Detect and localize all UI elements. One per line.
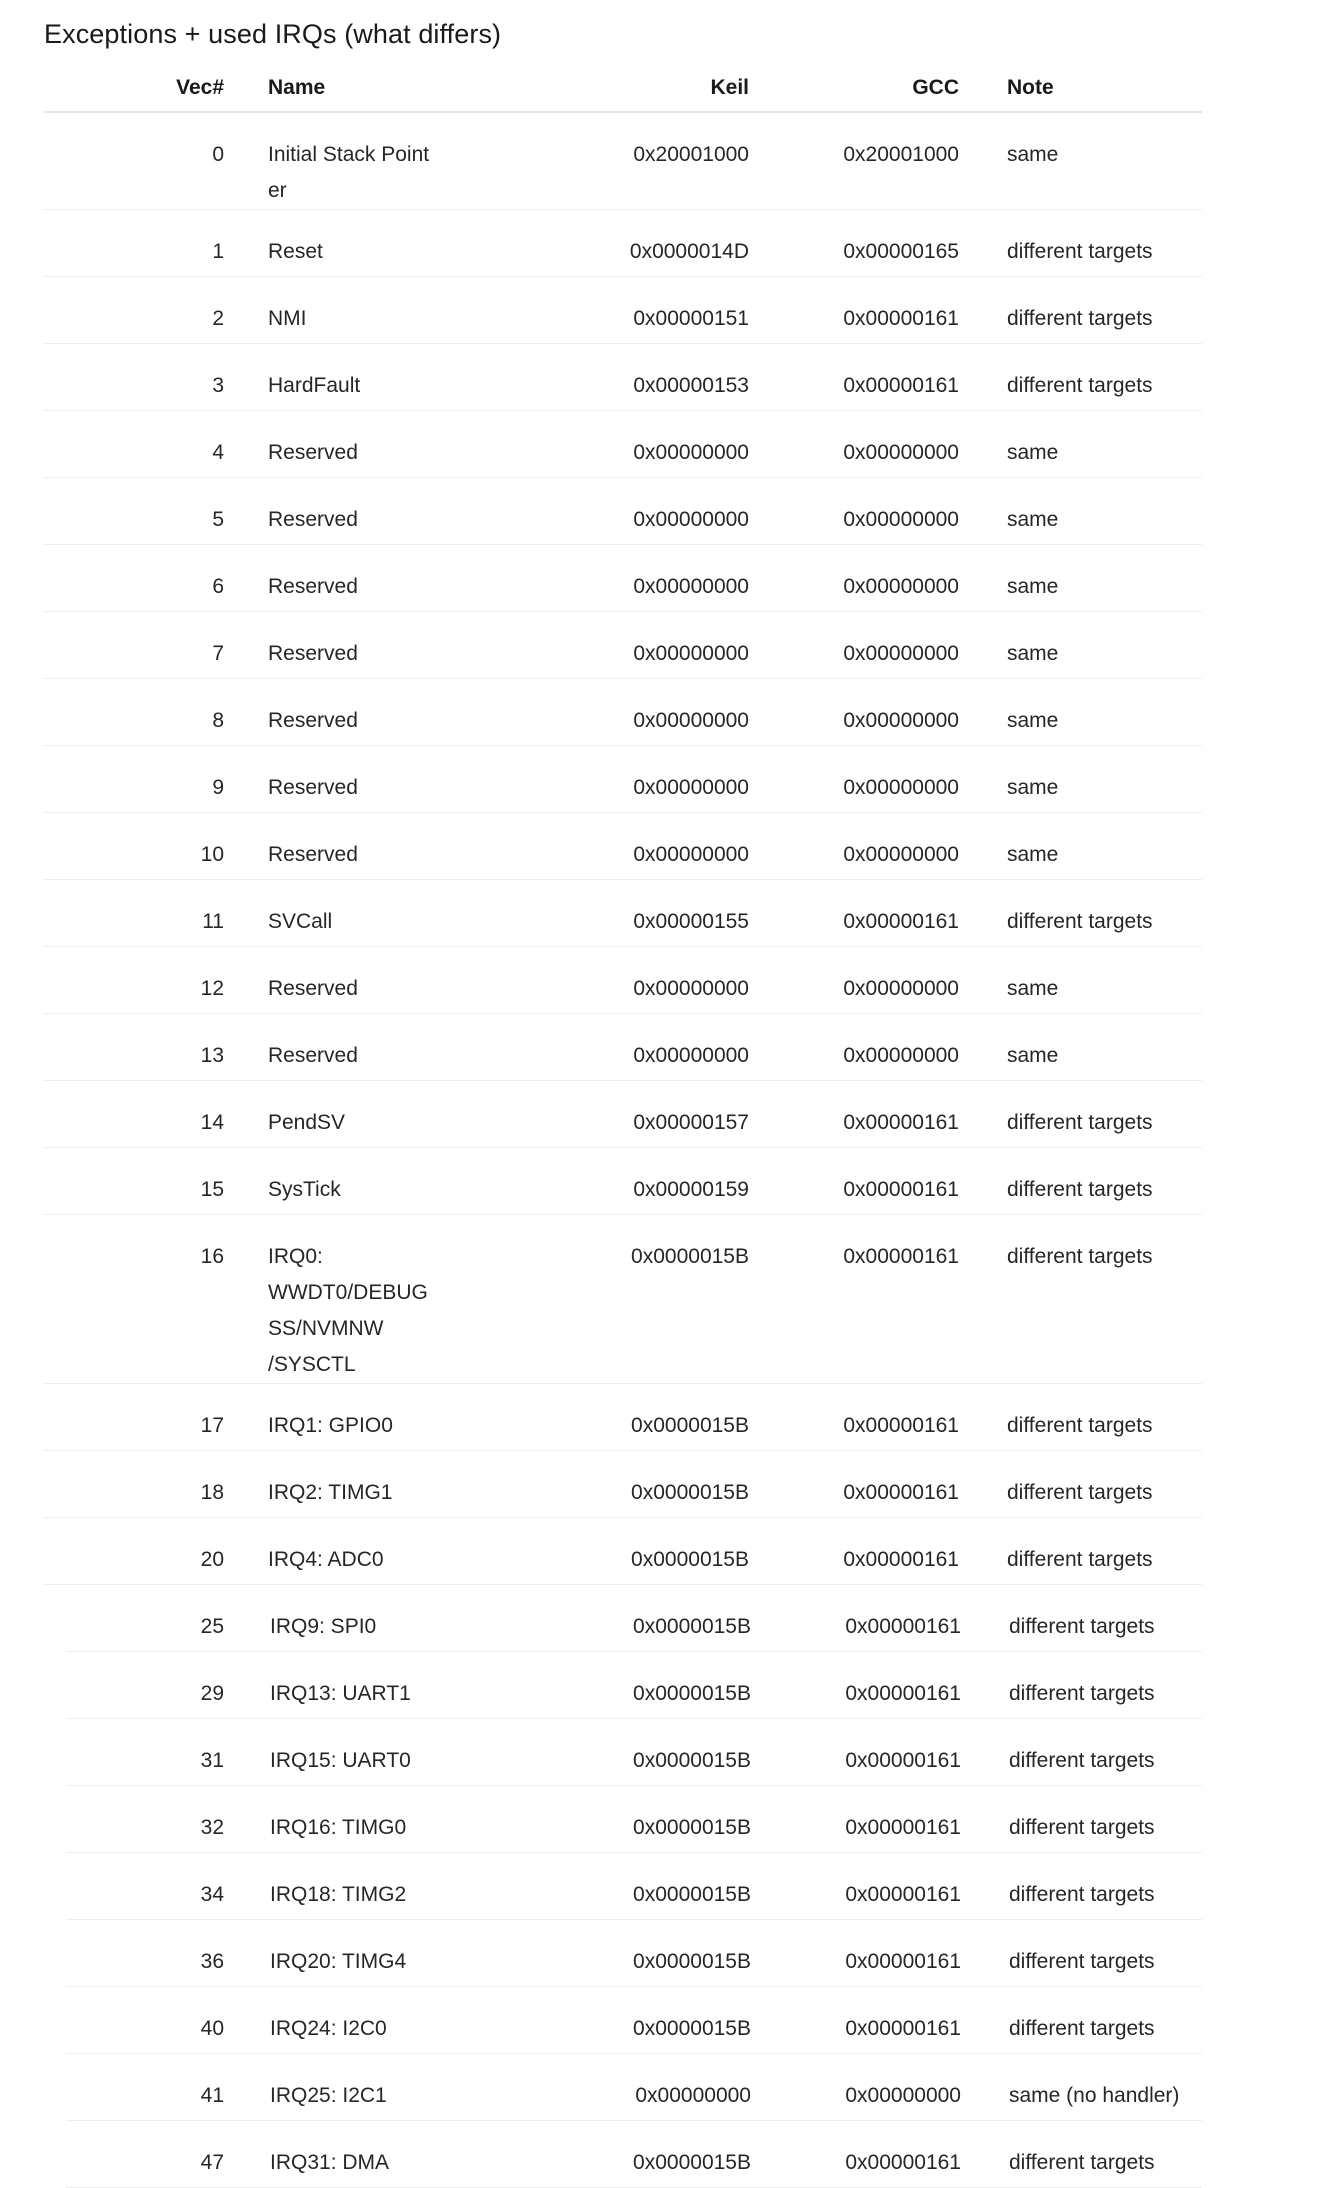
gcc-address-cell: 0x00000161 xyxy=(845,1749,961,1772)
vec-cell: 36 xyxy=(200,1950,224,1973)
keil-address-cell: 0x00000151 xyxy=(633,307,749,330)
column-header-name: Name xyxy=(268,76,326,99)
name-cell: IRQ20: TIMG4 xyxy=(270,1950,407,1973)
keil-address-cell: 0x00000000 xyxy=(633,575,749,598)
table-row xyxy=(66,1585,1202,1652)
note-cell: different targets xyxy=(1007,1178,1153,1201)
keil-address-cell: 0x00000157 xyxy=(633,1111,749,1134)
table-row xyxy=(44,1081,1202,1148)
vec-cell: 15 xyxy=(200,1178,224,1201)
vec-cell: 9 xyxy=(212,776,224,799)
name-cell: IRQ24: I2C0 xyxy=(270,2017,387,2040)
keil-address-cell: 0x00000000 xyxy=(633,776,749,799)
table-row xyxy=(44,1215,1202,1384)
vec-cell: 47 xyxy=(200,2151,224,2174)
gcc-address-cell: 0x00000161 xyxy=(845,1682,961,1705)
note-cell: different targets xyxy=(1009,2017,1155,2040)
gcc-address-cell: 0x00000000 xyxy=(843,776,959,799)
note-cell: different targets xyxy=(1009,1950,1155,1973)
vec-cell: 4 xyxy=(212,441,224,464)
keil-address-cell: 0x00000153 xyxy=(633,374,749,397)
gcc-address-cell: 0x00000161 xyxy=(843,1245,959,1268)
table-row xyxy=(44,813,1202,880)
table-row xyxy=(44,679,1202,746)
note-cell: same xyxy=(1007,508,1059,531)
vec-cell: 3 xyxy=(212,374,224,397)
name-cell: Reserved xyxy=(268,709,358,732)
gcc-address-cell: 0x00000161 xyxy=(845,2151,961,2174)
column-header-vec: Vec# xyxy=(176,76,224,99)
gcc-address-cell: 0x00000000 xyxy=(843,843,959,866)
table-row xyxy=(44,545,1202,612)
keil-address-cell: 0x00000000 xyxy=(633,709,749,732)
table-row xyxy=(44,880,1202,947)
name-cell: Reserved xyxy=(268,575,358,598)
name-cell: IRQ1: GPIO0 xyxy=(268,1414,393,1437)
note-cell: different targets xyxy=(1007,307,1153,330)
vec-cell: 32 xyxy=(200,1816,224,1839)
keil-address-cell: 0x0000015B xyxy=(631,1548,749,1571)
name-cell: Reserved xyxy=(268,977,358,1000)
name-cell: IRQ25: I2C1 xyxy=(270,2084,387,2107)
name-cell: Reset xyxy=(268,240,323,263)
keil-address-cell: 0x0000015B xyxy=(633,1749,751,1772)
gcc-address-cell: 0x00000161 xyxy=(845,1950,961,1973)
gcc-address-cell: 0x00000161 xyxy=(843,1548,959,1571)
vec-cell: 2 xyxy=(212,307,224,330)
gcc-address-cell: 0x00000161 xyxy=(845,1816,961,1839)
table-row xyxy=(44,1148,1202,1215)
table-row xyxy=(66,1652,1202,1719)
note-cell: different targets xyxy=(1007,1245,1153,1268)
gcc-address-cell: 0x00000161 xyxy=(843,1178,959,1201)
name-cell: IRQ13: UART1 xyxy=(270,1682,411,1705)
note-cell: different targets xyxy=(1007,1414,1153,1437)
table-row xyxy=(44,478,1202,545)
keil-address-cell: 0x0000015B xyxy=(633,1682,751,1705)
name-cell: Reserved xyxy=(268,776,358,799)
vec-cell: 18 xyxy=(200,1481,224,1504)
name-cell: Reserved xyxy=(268,441,358,464)
gcc-address-cell: 0x00000161 xyxy=(845,1615,961,1638)
keil-address-cell: 0x00000000 xyxy=(633,642,749,665)
note-cell: different targets xyxy=(1007,1111,1153,1134)
table-header xyxy=(44,68,1202,113)
gcc-address-cell: 0x00000000 xyxy=(843,709,959,732)
note-cell: different targets xyxy=(1007,374,1153,397)
vec-cell: 11 xyxy=(202,910,224,933)
keil-address-cell: 0x0000014D xyxy=(629,240,749,263)
note-cell: same (no handler) xyxy=(1009,2084,1180,2107)
gcc-address-cell: 0x00000161 xyxy=(845,2017,961,2040)
table-row xyxy=(44,1384,1202,1451)
gcc-address-cell: 0x00000000 xyxy=(843,977,959,1000)
note-cell: different targets xyxy=(1009,1682,1155,1705)
name-cell: Reserved xyxy=(268,1044,358,1067)
name-cell: HardFault xyxy=(268,374,361,397)
table-row xyxy=(44,411,1202,478)
note-cell: different targets xyxy=(1007,1548,1153,1571)
note-cell: same xyxy=(1007,441,1059,464)
gcc-address-cell: 0x00000000 xyxy=(845,2084,961,2107)
note-cell: same xyxy=(1007,709,1059,732)
gcc-address-cell: 0x00000000 xyxy=(843,508,959,531)
table-row xyxy=(66,1853,1202,1920)
table-row xyxy=(44,113,1202,210)
name-cell: IRQ4: ADC0 xyxy=(268,1548,384,1571)
name-cell: SVCall xyxy=(268,910,333,933)
keil-address-cell: 0x0000015B xyxy=(633,2151,751,2174)
name-cell: Initial Stack Pointer xyxy=(268,143,430,202)
gcc-address-cell: 0x00000000 xyxy=(843,1044,959,1067)
keil-address-cell: 0x0000015B xyxy=(631,1245,749,1268)
name-cell: SysTick xyxy=(268,1178,341,1201)
note-cell: different targets xyxy=(1009,1883,1155,1906)
table-row xyxy=(44,1518,1202,1585)
vec-cell: 13 xyxy=(200,1044,224,1067)
keil-address-cell: 0x00000000 xyxy=(633,1044,749,1067)
keil-address-cell: 0x0000015B xyxy=(633,1883,751,1906)
note-cell: same xyxy=(1007,776,1059,799)
gcc-address-cell: 0x00000165 xyxy=(843,240,959,263)
note-cell: same xyxy=(1007,977,1059,1000)
name-cell: PendSV xyxy=(268,1111,346,1134)
column-header-keil: Keil xyxy=(710,76,749,99)
vec-cell: 5 xyxy=(212,508,224,531)
table-row xyxy=(44,1014,1202,1081)
note-cell: different targets xyxy=(1009,1615,1155,1638)
keil-address-cell: 0x0000015B xyxy=(631,1481,749,1504)
column-header-note: Note xyxy=(1007,76,1054,99)
table-row xyxy=(66,1719,1202,1786)
gcc-address-cell: 0x00000000 xyxy=(843,642,959,665)
note-cell: same xyxy=(1007,143,1059,166)
note-cell: different targets xyxy=(1009,2151,1155,2174)
note-cell: same xyxy=(1007,843,1059,866)
keil-address-cell: 0x0000015B xyxy=(631,1414,749,1437)
keil-address-cell: 0x0000015B xyxy=(633,2017,751,2040)
keil-address-cell: 0x0000015B xyxy=(633,1950,751,1973)
keil-address-cell: 0x00000155 xyxy=(633,910,749,933)
table-row xyxy=(44,1451,1202,1518)
vec-cell: 7 xyxy=(212,642,224,665)
vec-cell: 0 xyxy=(212,143,224,166)
keil-address-cell: 0x00000000 xyxy=(633,977,749,1000)
vec-cell: 25 xyxy=(200,1615,224,1638)
keil-address-cell: 0x0000015B xyxy=(633,1615,751,1638)
table-row xyxy=(66,2121,1202,2188)
name-cell: Reserved xyxy=(268,843,358,866)
vec-cell: 17 xyxy=(200,1414,224,1437)
gcc-address-cell: 0x00000161 xyxy=(845,1883,961,1906)
gcc-address-cell: 0x20001000 xyxy=(843,143,959,166)
vec-cell: 40 xyxy=(200,2017,224,2040)
gcc-address-cell: 0x00000161 xyxy=(843,1111,959,1134)
vec-cell: 16 xyxy=(200,1245,224,1268)
note-cell: different targets xyxy=(1009,1749,1155,1772)
gcc-address-cell: 0x00000161 xyxy=(843,910,959,933)
page-title: Exceptions + used IRQs (what differs) xyxy=(44,19,502,49)
vec-cell: 20 xyxy=(200,1548,224,1571)
keil-address-cell: 0x00000000 xyxy=(633,508,749,531)
note-cell: different targets xyxy=(1009,1816,1155,1839)
keil-address-cell: 0x00000159 xyxy=(633,1178,749,1201)
table-row xyxy=(44,746,1202,813)
vec-cell: 34 xyxy=(200,1883,224,1906)
gcc-address-cell: 0x00000161 xyxy=(843,374,959,397)
vec-cell: 29 xyxy=(200,1682,224,1705)
note-cell: same xyxy=(1007,575,1059,598)
table-body xyxy=(44,113,1202,2188)
vec-cell: 12 xyxy=(200,977,224,1000)
table-row xyxy=(66,1786,1202,1853)
table-row xyxy=(66,2054,1202,2121)
name-cell: Reserved xyxy=(268,642,358,665)
table-row xyxy=(44,344,1202,411)
name-cell: IRQ2: TIMG1 xyxy=(268,1481,393,1504)
vec-cell: 14 xyxy=(200,1111,224,1134)
note-cell: different targets xyxy=(1007,910,1153,933)
vec-cell: 8 xyxy=(212,709,224,732)
note-cell: same xyxy=(1007,642,1059,665)
name-cell: IRQ16: TIMG0 xyxy=(270,1816,407,1839)
note-cell: different targets xyxy=(1007,240,1153,263)
name-cell: IRQ31: DMA xyxy=(270,2151,390,2174)
keil-address-cell: 0x00000000 xyxy=(633,441,749,464)
gcc-address-cell: 0x00000000 xyxy=(843,575,959,598)
vec-cell: 31 xyxy=(200,1749,224,1772)
vec-cell: 1 xyxy=(212,240,224,263)
gcc-address-cell: 0x00000161 xyxy=(843,1481,959,1504)
keil-address-cell: 0x00000000 xyxy=(633,843,749,866)
table-row xyxy=(44,612,1202,679)
table-row xyxy=(66,1920,1202,1987)
vec-cell: 10 xyxy=(200,843,224,866)
gcc-address-cell: 0x00000161 xyxy=(843,1414,959,1437)
name-cell: IRQ0: WWDT0/DEBUGSS/NVMNW /SYSCTL xyxy=(268,1245,428,1376)
note-cell: same xyxy=(1007,1044,1059,1067)
column-header-gcc: GCC xyxy=(912,76,959,99)
keil-address-cell: 0x20001000 xyxy=(633,143,749,166)
keil-address-cell: 0x00000000 xyxy=(635,2084,751,2107)
keil-address-cell: 0x0000015B xyxy=(633,1816,751,1839)
name-cell: IRQ9: SPI0 xyxy=(270,1615,377,1638)
table-row xyxy=(44,210,1202,277)
table-row xyxy=(66,1987,1202,2054)
name-cell: Reserved xyxy=(268,508,358,531)
name-cell: NMI xyxy=(268,307,307,330)
table-row xyxy=(44,947,1202,1014)
gcc-address-cell: 0x00000161 xyxy=(843,307,959,330)
name-cell: IRQ15: UART0 xyxy=(270,1749,411,1772)
vector-table xyxy=(44,68,1202,2188)
table-row xyxy=(44,277,1202,344)
vec-cell: 6 xyxy=(212,575,224,598)
name-cell: IRQ18: TIMG2 xyxy=(270,1883,407,1906)
vec-cell: 41 xyxy=(200,2084,224,2107)
gcc-address-cell: 0x00000000 xyxy=(843,441,959,464)
note-cell: different targets xyxy=(1007,1481,1153,1504)
